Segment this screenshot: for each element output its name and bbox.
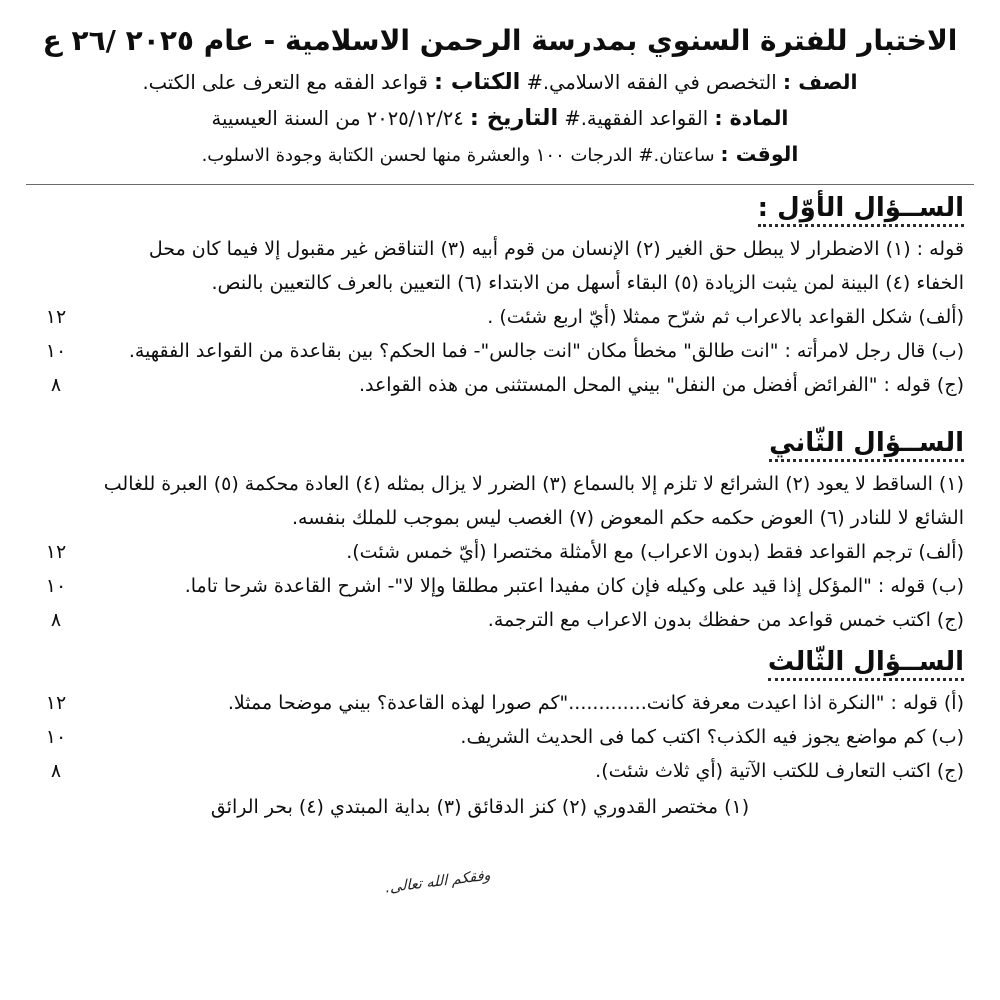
subject-value: القواعد الفقهية.# <box>564 107 709 130</box>
question-row <box>36 536 964 569</box>
book-value: قواعد الفقه مع التعرف على الكتب. <box>142 71 428 94</box>
question-row <box>36 369 964 402</box>
time-label: الوقت : <box>720 142 799 166</box>
question-row <box>36 755 964 788</box>
question-text: (ب) قال رجل لامرأته : "انت طالق" مخطأ مكان "انت جالس"- فما الحكم؟ بين بقاعدة من القواعد الفقهية. <box>128 340 964 362</box>
marks-value: ١٠ <box>45 726 67 748</box>
question-section-3 <box>36 647 964 824</box>
header-divider <box>26 184 974 185</box>
marks-value: ١٠ <box>45 340 67 362</box>
question-row <box>36 570 964 603</box>
question-row <box>36 335 964 368</box>
marks-value: ١٠ <box>45 575 67 597</box>
section-2-intro-line-1: (١) الساقط لا يعود (٢) الشرائع لا تلزم إلا بالسماع (٣) الضرر لا يزال بمثله (٤) العادة محكمة (٥) العبرة للغالب <box>103 473 964 495</box>
question-text: (ب) قوله : "المؤكل إذا قيد على وكيله فإن كان مفيدا اعتبر مطلقا وإلا لا"- اشرح القاعدة شرحا تاما. <box>184 575 964 597</box>
section-2-intro-line-2: الشائع لا للنادر (٦) العوض حكمه حكم المعوض (٧) الغصب ليس بموجب للملك بنفسه. <box>292 507 964 529</box>
class-value: التخصص في الفقه الاسلامي.# <box>526 71 777 94</box>
question-text: (ألف) ترجم القواعد فقط (بدون الاعراب) مع الأمثلة مختصرا (أيّ خمس شئت). <box>346 541 964 563</box>
book-list-line: (١) مختصر القدوري (٢) كنز الدقائق (٣) بداية المبتدي (٤) بحر الرائق <box>210 796 750 818</box>
question-section-1 <box>36 193 964 402</box>
section-3-heading: الســؤال الثّالث <box>768 647 964 681</box>
marks-value: ١٢ <box>45 306 67 328</box>
section-1-intro-line-1: قوله : (١) الاضطرار لا يبطل حق الغير (٢) الإنسان من قوم أبيه (٣) التناقض غير مقبول إلا فيما كان محل <box>148 238 964 260</box>
question-row <box>36 687 964 720</box>
question-text: (ج) قوله : "الفرائض أفضل من النفل" بيني المحل المستثنى من هذه القواعد. <box>358 374 964 396</box>
time-value: ساعتان.# الدرجات ١٠٠ والعشرة منها لحسن الكتابة وجودة الاسلوب. <box>201 145 715 166</box>
book-label: الكتاب : <box>434 69 521 95</box>
section-1-heading: الســؤال الأوّل : <box>758 193 964 227</box>
subject-label: المادة : <box>714 106 789 130</box>
marks-value: ٨ <box>50 609 62 631</box>
question-text: (ج) اكتب خمس قواعد من حفظك بدون الاعراب مع الترجمة. <box>487 609 964 631</box>
question-row <box>36 301 964 334</box>
header-row-time-marks <box>36 139 964 171</box>
date-label: التاريخ : <box>469 105 559 131</box>
exam-title: الاختبار للفترة السنوي بمدرسة الرحمن الاسلامية - عام ٢٠٢٥ /٢٦ ع <box>42 24 958 57</box>
question-row <box>36 604 964 637</box>
date-value: ٢٠٢٥/١٢/٢٤ من السنة العيسيية <box>211 107 464 130</box>
section-1-heading-row <box>36 193 964 227</box>
closing-blessing: وفقكم الله تعالى. <box>385 867 491 897</box>
question-text: (ج) اكتب التعارف للكتب الآتية (أي ثلاث شئت). <box>595 760 964 782</box>
question-text: (ب) كم مواضع يجوز فيه الكذب؟ اكتب كما فى الحديث الشريف. <box>460 726 964 748</box>
question-text: (أ) قوله : "النكرة اذا اعيدت معرفة كانت............."كم صورا لهذه القاعدة؟ بيني موضحا ممثلا. <box>227 692 964 714</box>
question-text: (ألف) شكل القواعد بالاعراب ثم شرّح ممثلا (أيّ اربع شئت) . <box>487 306 964 328</box>
marks-value: ٨ <box>50 760 62 782</box>
header-row-class-book <box>36 67 964 98</box>
section-2-heading: الســؤال الثّاني <box>769 428 964 462</box>
marks-value: ١٢ <box>45 692 67 714</box>
section-3-heading-row <box>36 647 964 681</box>
question-section-2 <box>36 428 964 637</box>
section-1-intro-line-2: الخفاء (٤) البينة لمن يثبت الزيادة (٥) البقاء أسهل من الابتداء (٦) التعيين بالعرف كالتعيين بالنص. <box>211 272 964 294</box>
header-row-subject-date <box>36 103 964 134</box>
marks-value: ٨ <box>50 374 62 396</box>
marks-value: ١٢ <box>45 541 67 563</box>
section-2-heading-row <box>36 428 964 462</box>
question-row <box>36 721 964 754</box>
class-label: الصف : <box>782 70 858 94</box>
